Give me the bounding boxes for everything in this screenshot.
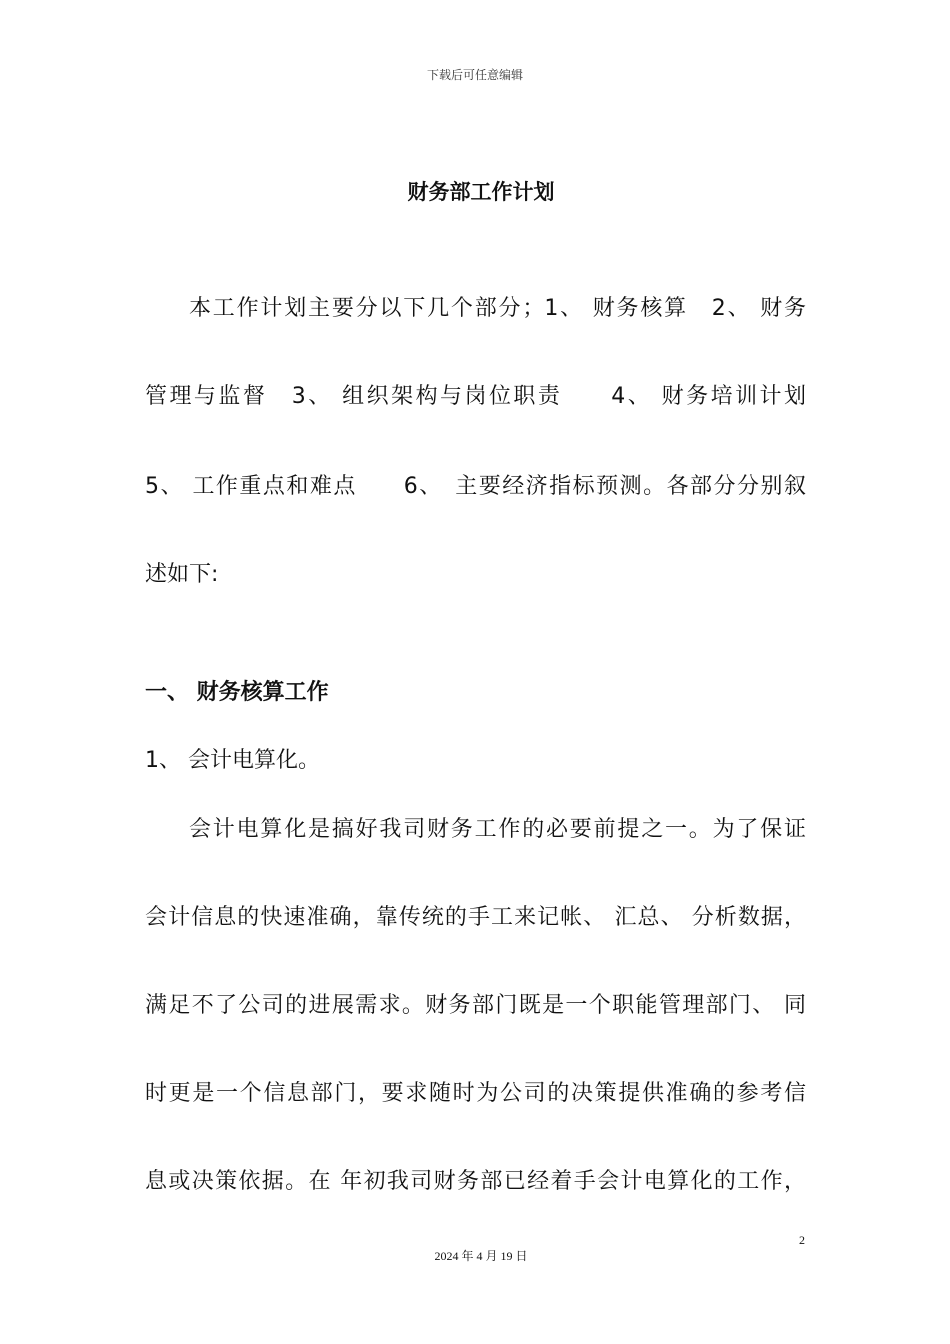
- body-line-3: 满足不了公司的进展需求。财务部门既是一个职能管理部门、 同: [145, 993, 806, 1018]
- section-heading: 一、 财务核算工作: [145, 680, 329, 705]
- body-line-2: 会计信息的快速准确，靠传统的手工来记帐、 汇总、 分析数据，: [145, 905, 806, 930]
- document-title: 财务部工作计划: [407, 180, 555, 204]
- header-note: 下载后可任意编辑: [426, 68, 523, 82]
- subsection-heading: 1、 会计电算化。: [145, 748, 320, 773]
- body-line-4: 时更是一个信息部门，要求随时为公司的决策提供准确的参考信: [145, 1081, 806, 1106]
- footer-date: 2024 年 4 月 19 日: [434, 1249, 528, 1263]
- page-number: 2: [799, 1233, 805, 1247]
- intro-line-3: 5、 工作重点和难点 6、 主要经济指标预测。各部分分别叙: [145, 474, 806, 499]
- body-line-5: 息或决策依据。在 年初我司财务部已经着手会计电算化的工作，: [145, 1169, 806, 1194]
- intro-line-2: 管理与监督 3、 组织架构与岗位职责 4、 财务培训计划: [145, 384, 806, 409]
- intro-line-4: 述如下:: [145, 562, 219, 587]
- intro-line-1: 本工作计划主要分以下几个部分；1、 财务核算 2、 财务: [189, 296, 806, 321]
- body-line-1: 会计电算化是搞好我司财务工作的必要前提之一。为了保证: [189, 817, 806, 842]
